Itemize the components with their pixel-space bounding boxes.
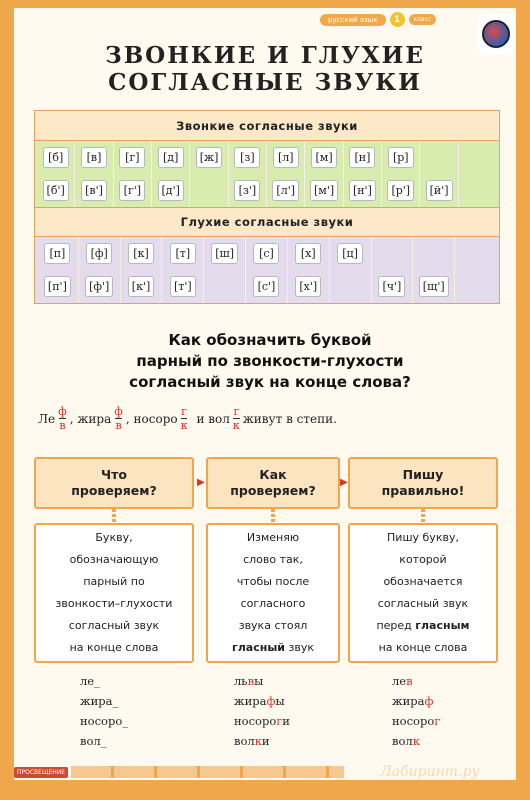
sound-cell bbox=[288, 270, 330, 303]
step-q-line: Как bbox=[259, 467, 287, 482]
voiced-hard-row bbox=[35, 141, 499, 174]
voiced-soft-row bbox=[35, 174, 499, 207]
sound-cell bbox=[162, 270, 204, 303]
sound-chip: [т'] bbox=[170, 276, 196, 297]
sound-chip: [ч'] bbox=[378, 276, 405, 297]
sound-chip: [ц] bbox=[337, 243, 363, 264]
choice-top: г bbox=[233, 405, 240, 418]
sound-cell bbox=[37, 141, 75, 174]
sentence-part: и вол bbox=[196, 412, 230, 426]
sound-chip: [ф] bbox=[86, 243, 112, 264]
sound-chip: [й'] bbox=[426, 180, 453, 201]
sound-chip: [к'] bbox=[128, 276, 154, 297]
step-answer-write bbox=[348, 523, 498, 663]
answer-line: согласный звук bbox=[377, 597, 469, 610]
sound-chip: [к] bbox=[128, 243, 154, 264]
word-item: носорог bbox=[392, 714, 441, 728]
logo-emblem-icon bbox=[482, 20, 510, 48]
word-item: жирафы bbox=[234, 694, 285, 708]
sound-chip: [с'] bbox=[253, 276, 279, 297]
question-line-3: согласный звук на конце слова? bbox=[129, 373, 411, 391]
sound-cell bbox=[455, 270, 497, 303]
letter-choice bbox=[233, 406, 240, 432]
sound-cell bbox=[79, 237, 121, 270]
sound-cell bbox=[413, 270, 455, 303]
sound-cell bbox=[344, 174, 382, 207]
word-item: жираф bbox=[392, 694, 434, 708]
answer-line: парный по bbox=[83, 575, 145, 588]
sound-cell bbox=[204, 237, 246, 270]
sound-cell bbox=[204, 270, 246, 303]
sound-cell bbox=[37, 174, 75, 207]
word-item: носоро_ bbox=[80, 714, 128, 728]
choice-top: ф bbox=[114, 405, 123, 418]
word-item: лев bbox=[392, 674, 413, 688]
sound-chip: [р] bbox=[388, 147, 414, 168]
sound-cell bbox=[246, 270, 288, 303]
step-question-how bbox=[206, 457, 340, 509]
answer-line: согласного bbox=[240, 597, 306, 610]
sound-cell bbox=[190, 174, 228, 207]
arrow-right-icon: ▶ bbox=[197, 477, 205, 488]
sound-cell bbox=[459, 141, 497, 174]
arrow-right-icon: ▶ bbox=[340, 477, 348, 488]
sound-cell bbox=[229, 174, 267, 207]
sound-chip: [ф'] bbox=[85, 276, 113, 297]
sound-chip: [с] bbox=[253, 243, 279, 264]
word-item: носороги bbox=[234, 714, 290, 728]
connector bbox=[112, 509, 116, 523]
watermark: Лабиринт.ру bbox=[380, 764, 480, 780]
step-q-line: проверяем? bbox=[230, 483, 316, 498]
letter-choice bbox=[181, 406, 188, 432]
step-q-line: Что bbox=[101, 467, 127, 482]
sound-cell bbox=[372, 237, 414, 270]
sentence-part: живут в степи. bbox=[242, 412, 337, 426]
choice-bottom: в bbox=[115, 419, 122, 432]
sound-cell bbox=[330, 270, 372, 303]
word-item: львы bbox=[234, 674, 264, 688]
sound-chip: [з'] bbox=[234, 180, 260, 201]
sound-chip: [г'] bbox=[119, 180, 145, 201]
answer-bold: гласным bbox=[415, 619, 470, 632]
footer-fineprint bbox=[71, 766, 344, 778]
sound-chip: [т] bbox=[170, 243, 196, 264]
sound-cell bbox=[79, 270, 121, 303]
publisher-footer bbox=[14, 764, 344, 780]
choice-top: г bbox=[181, 405, 187, 418]
sound-cell bbox=[372, 270, 414, 303]
sound-chip: [л] bbox=[273, 147, 299, 168]
step-q-line: правильно! bbox=[381, 483, 465, 498]
answer-text: звук bbox=[285, 641, 314, 654]
sound-chip: [щ'] bbox=[419, 276, 449, 297]
answer-line bbox=[232, 637, 314, 659]
answer-line: Букву, bbox=[95, 531, 133, 544]
letter-choice bbox=[58, 406, 67, 432]
step-q-line: Пишу bbox=[402, 467, 444, 482]
main-question bbox=[60, 330, 480, 393]
sound-chip: [р'] bbox=[387, 180, 414, 201]
answer-line: Пишу букву, bbox=[387, 531, 459, 544]
title-line-2: СОГЛАСНЫЕ ЗВУКИ bbox=[108, 69, 422, 96]
answer-line: звука стоял bbox=[238, 619, 308, 632]
sound-chip: [л'] bbox=[272, 180, 299, 201]
sound-cell bbox=[114, 141, 152, 174]
choice-bottom: в bbox=[59, 419, 66, 432]
sound-cell bbox=[121, 270, 163, 303]
voiceless-hard-row bbox=[35, 237, 499, 270]
series-logo bbox=[478, 14, 514, 54]
sound-chip: [г] bbox=[119, 147, 145, 168]
step-answer-what bbox=[34, 523, 194, 663]
sound-chip: [в'] bbox=[81, 180, 107, 201]
sentence-part: Ле bbox=[38, 412, 56, 426]
sound-cell bbox=[37, 270, 79, 303]
step-question-what bbox=[34, 457, 194, 509]
sound-cell bbox=[246, 237, 288, 270]
voiceless-soft-row bbox=[35, 270, 499, 303]
step-question-write bbox=[348, 457, 498, 509]
choice-bottom: к bbox=[180, 419, 188, 432]
voiced-consonants-table bbox=[34, 110, 500, 304]
sound-cell bbox=[162, 237, 204, 270]
sound-cell bbox=[413, 237, 455, 270]
connector bbox=[271, 509, 275, 523]
sound-chip: [ш] bbox=[211, 243, 238, 264]
subject-header bbox=[320, 12, 436, 27]
sound-cell bbox=[382, 141, 420, 174]
words-check bbox=[234, 671, 290, 751]
sound-cell bbox=[288, 237, 330, 270]
sound-cell bbox=[75, 174, 113, 207]
connector bbox=[421, 509, 425, 523]
answer-line: Изменяю bbox=[246, 531, 300, 544]
word-item: волк bbox=[392, 734, 420, 748]
sound-chip: [х'] bbox=[295, 276, 321, 297]
word-item: волки bbox=[234, 734, 270, 748]
answer-line: на конце слова bbox=[378, 641, 468, 654]
sound-cell bbox=[305, 174, 343, 207]
page-title bbox=[80, 42, 450, 96]
words-incomplete bbox=[80, 671, 128, 751]
sound-cell bbox=[382, 174, 420, 207]
step-answer-how bbox=[206, 523, 340, 663]
sound-cell bbox=[114, 174, 152, 207]
words-correct bbox=[392, 671, 440, 751]
sound-cell bbox=[330, 237, 372, 270]
sound-cell bbox=[420, 141, 458, 174]
answer-line: чтобы после bbox=[236, 575, 310, 588]
sound-cell bbox=[305, 141, 343, 174]
word-item: жира_ bbox=[80, 694, 119, 708]
answer-line: которой bbox=[399, 553, 447, 566]
grade-badge: 1 bbox=[390, 12, 405, 27]
sound-cell bbox=[152, 141, 190, 174]
answer-line: звонкости–глухости bbox=[55, 597, 173, 610]
question-line-2: парный по звонкости-глухости bbox=[136, 352, 404, 370]
sound-cell bbox=[420, 174, 458, 207]
sound-cell bbox=[121, 237, 163, 270]
sound-cell bbox=[190, 141, 228, 174]
voiced-table-heading: Звонкие согласные звуки bbox=[35, 111, 499, 141]
sound-chip: [п'] bbox=[44, 276, 71, 297]
sound-chip: [д] bbox=[158, 147, 184, 168]
sound-cell bbox=[459, 174, 497, 207]
step-q-line: проверяем? bbox=[71, 483, 157, 498]
sound-chip: [п] bbox=[44, 243, 70, 264]
answer-line: согласный звук bbox=[68, 619, 160, 632]
sound-cell bbox=[75, 141, 113, 174]
subject-pill: русский язык bbox=[320, 14, 386, 26]
grade-label: класс bbox=[409, 14, 437, 25]
letter-choice bbox=[114, 406, 123, 432]
choice-bottom: к bbox=[232, 419, 240, 432]
sentence-part: , жира bbox=[69, 412, 112, 426]
question-line-1: Как обозначить буквой bbox=[168, 331, 372, 349]
sound-cell bbox=[229, 141, 267, 174]
sound-chip: [д'] bbox=[158, 180, 184, 201]
sound-cell bbox=[152, 174, 190, 207]
sound-chip: [н] bbox=[349, 147, 375, 168]
sound-cell bbox=[455, 237, 497, 270]
answer-line: на конце слова bbox=[69, 641, 159, 654]
sound-chip: [н'] bbox=[349, 180, 376, 201]
sound-chip: [м] bbox=[311, 147, 337, 168]
sound-chip: [в] bbox=[81, 147, 107, 168]
sound-chip: [з] bbox=[234, 147, 260, 168]
answer-line: обозначающую bbox=[69, 553, 159, 566]
sound-chip: [б'] bbox=[43, 180, 69, 201]
answer-bold: гласный bbox=[232, 641, 286, 654]
example-sentence bbox=[38, 406, 508, 432]
choice-top: ф bbox=[58, 405, 67, 418]
sound-cell bbox=[37, 237, 79, 270]
word-item: ле_ bbox=[80, 674, 100, 688]
answer-line: обозначается bbox=[383, 575, 463, 588]
sound-chip: [х] bbox=[295, 243, 321, 264]
sound-cell bbox=[267, 141, 305, 174]
publisher-logo: ПРОСВЕЩЕНИЕ bbox=[14, 767, 68, 778]
voiceless-table-heading: Глухие согласные звуки bbox=[35, 207, 499, 237]
sentence-part: , носоро bbox=[125, 412, 178, 426]
sound-chip: [м'] bbox=[310, 180, 338, 201]
answer-line bbox=[376, 615, 469, 637]
title-line-1: ЗВОНКИЕ И ГЛУХИЕ bbox=[105, 42, 425, 69]
sound-cell bbox=[267, 174, 305, 207]
sound-cell bbox=[344, 141, 382, 174]
answer-text: перед bbox=[376, 619, 416, 632]
sound-chip: [ж] bbox=[196, 147, 223, 168]
word-item: вол_ bbox=[80, 734, 107, 748]
answer-line: слово так, bbox=[243, 553, 303, 566]
sound-chip: [б] bbox=[43, 147, 69, 168]
